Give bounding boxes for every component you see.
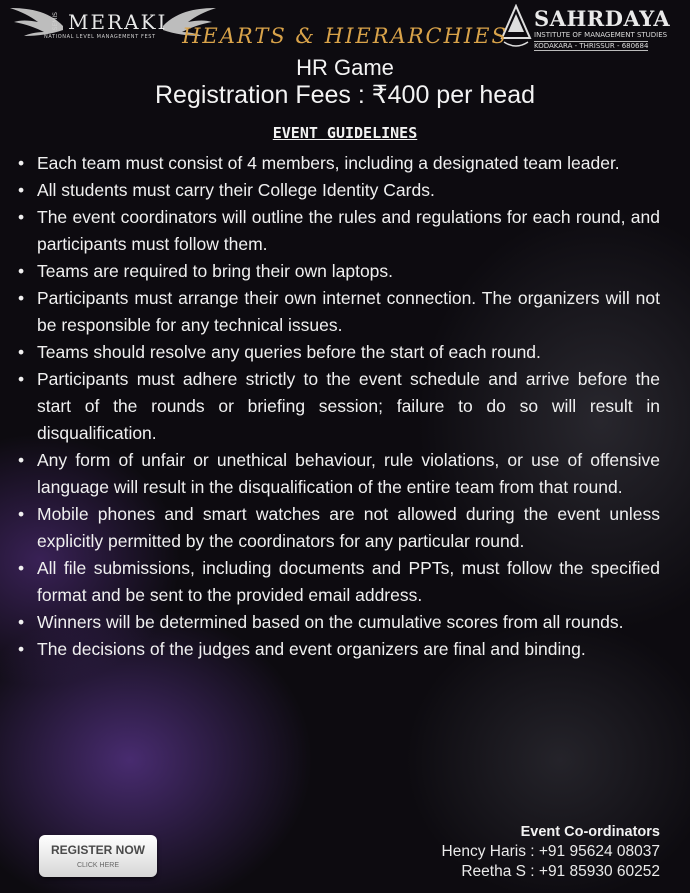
register-button-label: REGISTER NOW <box>50 843 145 857</box>
guideline-text: Participants must adhere strictly to the event schedule and arrive before the start of the rounds or briefing session; failure to do so will result in disqualification. <box>37 369 660 443</box>
guideline-text: Teams are required to bring their own laptops. <box>37 261 394 281</box>
event-category: HR Game <box>296 55 394 80</box>
register-button-hint: CLICK HERE <box>76 862 119 869</box>
guideline-item <box>14 447 660 501</box>
guideline-text: All students must carry their College Identity Cards. <box>37 180 435 200</box>
guideline-item <box>14 258 660 285</box>
register-now-button[interactable] <box>39 835 157 877</box>
bullet-icon: • <box>18 639 25 659</box>
bullet-icon: • <box>18 612 25 632</box>
event-title: HEARTS & HIERARCHIES <box>182 24 508 48</box>
coordinator-contact: Hency Haris : +91 95624 08037 <box>441 843 660 860</box>
guideline-item <box>14 366 660 447</box>
guideline-text: Participants must arrange their own internet connection. The organizers will not be responsible for any technical issues. <box>37 288 660 335</box>
guideline-text: The event coordinators will outline the rules and regulations for each round, and participants must follow them. <box>37 207 660 254</box>
bullet-icon: • <box>18 450 25 470</box>
bullet-icon: • <box>18 207 25 227</box>
bullet-icon: • <box>18 288 25 308</box>
bullet-icon: • <box>18 558 25 578</box>
guideline-item <box>14 636 660 663</box>
meraki-edition: SEMIS <box>52 12 59 31</box>
guidelines-list <box>14 150 660 663</box>
bullet-icon: • <box>18 153 25 173</box>
guideline-text: Winners will be determined based on the cumulative scores from all rounds. <box>37 612 624 632</box>
guideline-item <box>14 609 660 636</box>
meraki-brand: MERAKI <box>68 10 168 34</box>
bullet-icon: • <box>18 261 25 281</box>
institute-location: KODAKARA - THRISSUR - 680684 <box>534 42 649 50</box>
guideline-item <box>14 339 660 366</box>
coordinator-contact: Reetha S : +91 85930 60252 <box>461 863 660 880</box>
guideline-item <box>14 204 660 258</box>
guideline-item <box>14 555 660 609</box>
meraki-tagline: NATIONAL LEVEL MANAGEMENT FEST <box>44 34 156 40</box>
guideline-text: Teams should resolve any queries before the start of each round. <box>37 342 541 362</box>
coordinators-heading: Event Co-ordinators <box>520 824 660 840</box>
guideline-item <box>14 501 660 555</box>
guideline-text: Each team must consist of 4 members, including a designated team leader. <box>37 153 620 173</box>
guideline-text: Any form of unfair or unethical behaviour, rule violations, or use of offensive language will result in the disqualification of the entire team from that round. <box>37 450 660 497</box>
bullet-icon: • <box>18 504 25 524</box>
guideline-text: The decisions of the judges and event organizers are final and binding. <box>37 639 586 659</box>
guideline-text: All file submissions, including documents and PPTs, must follow the specified format and be sent to the provided email address. <box>37 558 660 605</box>
guidelines-heading: EVENT GUIDELINES <box>272 124 418 142</box>
bullet-icon: • <box>18 180 25 200</box>
guideline-item <box>14 285 660 339</box>
institute-name: SAHRDAYA <box>534 6 671 31</box>
bullet-icon: • <box>18 342 25 362</box>
guideline-text: Mobile phones and smart watches are not allowed during the event unless explicitly permitted by the coordinators for any particular round. <box>37 504 660 551</box>
event-coordinators <box>442 822 660 882</box>
registration-fees: Registration Fees : ₹400 per head <box>154 81 536 109</box>
guideline-item <box>14 177 660 204</box>
bullet-icon: • <box>18 369 25 389</box>
institute-subtitle: INSTITUTE OF MANAGEMENT STUDIES <box>534 31 668 39</box>
guideline-item <box>14 150 660 177</box>
